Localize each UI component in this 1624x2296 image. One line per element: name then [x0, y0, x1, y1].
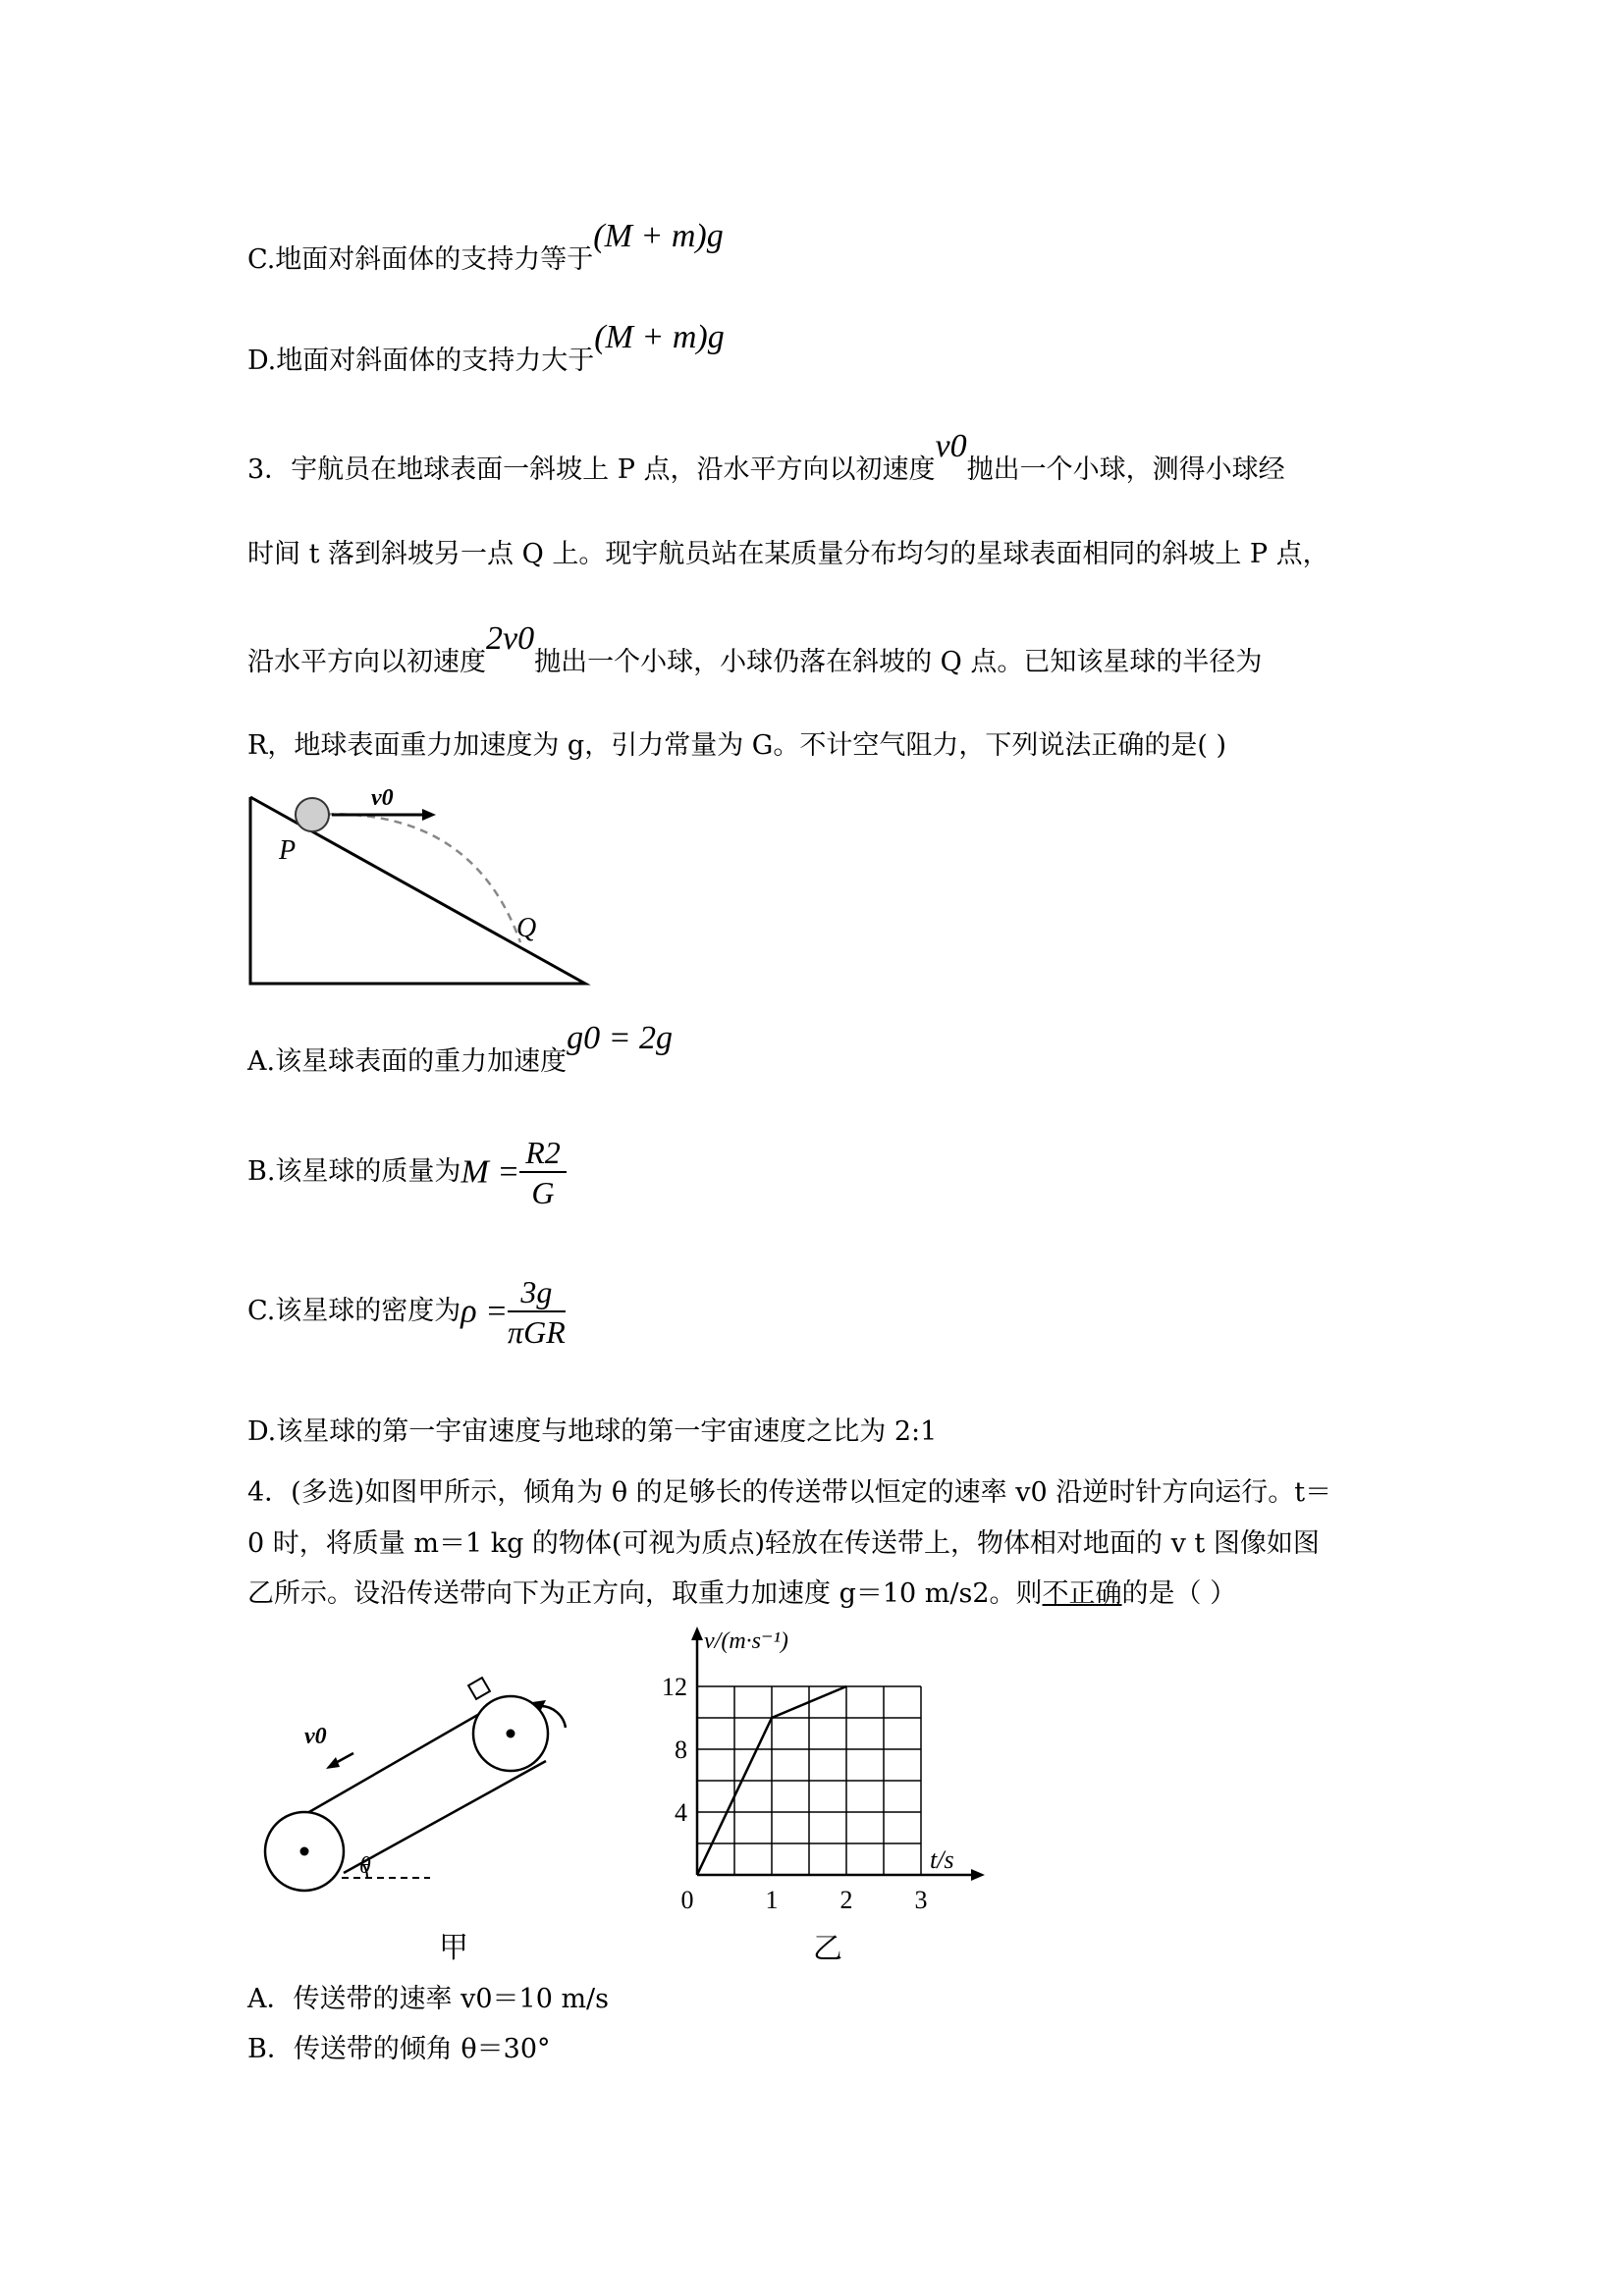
belt-top [289, 1698, 507, 1824]
label-Q: Q [516, 913, 537, 943]
q3-option-c-text: C.该星球的密度为 [247, 1296, 461, 1326]
q2-option-c-formula: (M + m)g [593, 218, 724, 254]
q3-option-b-num: R2 [519, 1134, 567, 1173]
q2-option-d [247, 319, 725, 378]
q3-option-d: D.该星球的第一宇宙速度与地球的第一宇宙速度之比为 2:1 [247, 1416, 938, 1447]
q3-option-c [247, 1262, 566, 1362]
q3-option-c-den: πGR [508, 1313, 566, 1350]
label-theta: θ [359, 1853, 371, 1879]
q3-incline-figure [245, 785, 599, 991]
q4-option-b: B．传送带的倾角 θ＝30° [247, 2034, 551, 2064]
y-tick-label: 8 [675, 1735, 687, 1764]
x-axis-label: t/s [930, 1845, 954, 1874]
q3-option-c-lhs: ρ = [460, 1293, 509, 1330]
y-axis-arrowhead [691, 1627, 703, 1640]
q3-line-2: 时间 t 落到斜坡另一点 Q 上。现宇航员站在某质量分布均匀的星球表面相同的斜坡上 P 点， [247, 539, 1329, 569]
lower-pulley-axle [300, 1847, 309, 1856]
q3-option-b-den: G [531, 1174, 555, 1210]
ball [296, 798, 329, 831]
velocity-arrowhead [422, 809, 436, 821]
x-tick-label: 3 [914, 1886, 928, 1914]
object-block [468, 1678, 490, 1699]
q4-line-2: 0 时，将质量 m＝1 kg 的物体(可视为质点)轻放在传送带上，物体相对地面的 v t 图像如图 [247, 1528, 1320, 1559]
caption-jia: 甲 [439, 1932, 468, 1964]
q4-line-3-b: 的是（ ） [1121, 1578, 1237, 1609]
y-tick-label: 12 [662, 1673, 687, 1701]
x-tick-label: 2 [839, 1886, 853, 1914]
q3-line-1-b: 抛出一个小球，测得小球经 [966, 454, 1285, 485]
q3-2v0: 2v0 [486, 620, 535, 657]
label-v0: v0 [371, 785, 394, 811]
q4-vt-graph [643, 1625, 997, 1973]
q3-line-3-b: 抛出一个小球，小球仍落在斜坡的 Q 点。已知该星球的半径为 [534, 647, 1263, 677]
q2-option-c [247, 218, 724, 277]
caption-yi: 乙 [813, 1933, 842, 1965]
x-axis-arrowhead [971, 1869, 985, 1881]
q3-line-3-a: 沿水平方向以初速度 [247, 647, 486, 677]
q2-option-c-text: C.地面对斜面体的支持力等于 [247, 244, 594, 275]
grid [697, 1686, 921, 1875]
q3-option-a [247, 1020, 674, 1079]
x-tick-label: 0 [680, 1886, 694, 1914]
q3-option-c-fraction [508, 1273, 566, 1352]
q4-line-3 [247, 1577, 1236, 1611]
trajectory-curve [312, 814, 520, 942]
label-P: P [279, 835, 297, 866]
q3-v0: v0 [935, 428, 967, 464]
q3-option-a-text: A.该星球表面的重力加速度 [247, 1046, 568, 1077]
q3-option-b-fraction [519, 1134, 567, 1212]
v0-arrowhead [326, 1757, 340, 1769]
q2-option-d-text: D.地面对斜面体的支持力大于 [247, 346, 595, 376]
q3-line-3 [247, 620, 1263, 679]
q4-underlined-text: 不正确 [1042, 1578, 1122, 1609]
q3-option-b-text: B.该星球的质量为 [247, 1156, 461, 1187]
x-tick-label: 1 [765, 1886, 779, 1914]
q2-option-d-formula: (M + m)g [594, 319, 725, 355]
q4-conveyor-figure [253, 1659, 587, 1973]
q3-option-c-num: 3g [508, 1273, 566, 1312]
q3-option-b-lhs: M = [460, 1153, 520, 1191]
y-axis-label: v/(m·s⁻¹) [704, 1629, 788, 1654]
q4-line-3-a: 乙所示。设沿传送带向下为正方向，取重力加速度 g＝10 m/s2。则 [247, 1578, 1043, 1609]
y-tick-label: 4 [675, 1798, 687, 1827]
q3-line-1 [247, 428, 1285, 487]
q4-option-a: A．传送带的速率 v0＝10 m/s [247, 1984, 610, 2014]
q3-option-b [247, 1123, 567, 1222]
q4-line-1: 4．(多选)如图甲所示，倾角为 θ 的足够长的传送带以恒定的速率 v0 沿逆时针方向运行。t＝ [247, 1477, 1332, 1508]
q3-line-4: R，地球表面重力加速度为 g，引力常量为 G。不计空气阻力，下列说法正确的是( ) [247, 730, 1226, 761]
label-v0: v0 [304, 1724, 327, 1749]
belt-bottom [344, 1761, 546, 1873]
q3-option-a-formula: g0 = 2g [567, 1020, 674, 1056]
upper-pulley-axle [507, 1730, 515, 1738]
q3-line-1-a: 3．宇航员在地球表面一斜坡上 P 点，沿水平方向以初速度 [247, 454, 936, 485]
